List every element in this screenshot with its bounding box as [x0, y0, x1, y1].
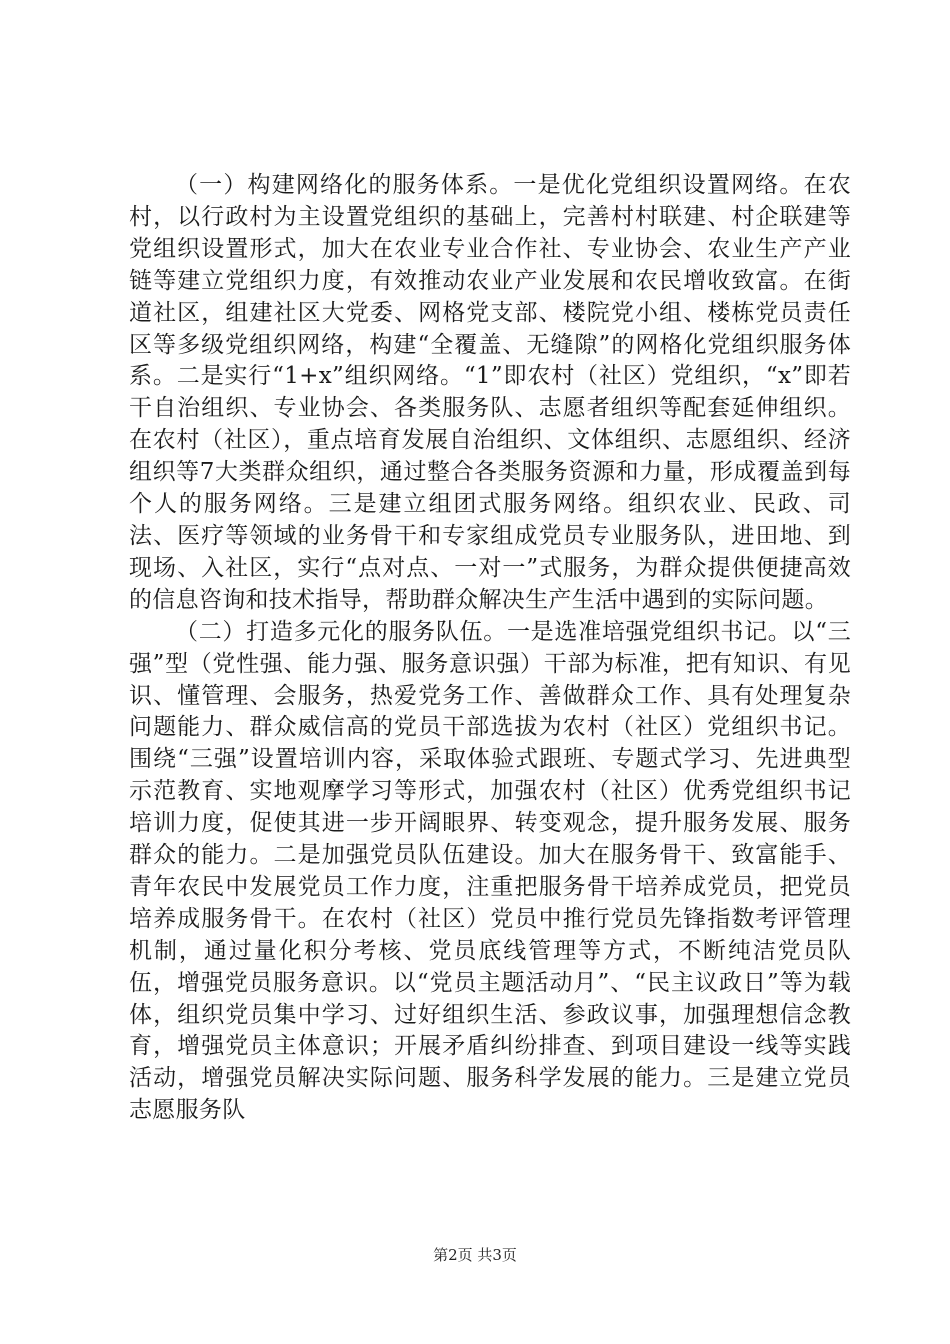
paragraph-2: （二）打造多元化的服务队伍。一是选准培强党组织书记。以“三强”型（党性强、能力强、服务意识强）干部为标准，把有知识、有见识、懂管理、会服务，热爱党务工作、善做群众工作、具有处理复杂问题能力、群众威信高的党员干部选拔为农村（社区）党组织书记。围绕“三强”设置培训内容，采取体验式跟班、专题式学习、先进典型示范教育、实地观摩学习等形式，加强农村（社区）优秀党组织书记培训力度，促使其进一步开阔眼界、转变观念，提升服务发展、服务群众的能力。二是加强党员队伍建设。加大在服务骨干、致富能手、青年农民中发展党员工作力度，注重把服务骨干培养成党员，把党员培养成服务骨干。在农村（社区）党员中推行党员先锋指数考评管理机制，通过量化积分考核、党员底线管理等方式，不断纯洁党员队伍，增强党员服务意识。以“党员主题活动月”、“民主议政日”等为载体，组织党员集中学习、过好组织生活、参政议事，加强理想信念教育，增强党员主体意识；开展矛盾纠纷排查、到项目建设一线等实践活动，增强党员解决实际问题、服务科学发展的能力。三是建立党员志愿服务队 [129, 618, 851, 1124]
paragraph-1: （一）构建网络化的服务体系。一是优化党组织设置网络。在农村，以行政村为主设置党组织的基础上，完善村村联建、村企联建等党组织设置形式，加大在农业专业合作社、专业协会、农业生产产业链等建立党组织力度，有效推动农业产业发展和农民增收致富。在街道社区，组建社区大党委、网格党支部、楼院党小组、楼栋党员责任区等多级党组织网络，构建“全覆盖、无缝隙”的网格化党组织服务体系。二是实行“1+x”组织网络。“1”即农村（社区）党组织，“x”即若干自治组织、专业协会、各类服务队、志愿者组织等配套延伸组织。在农村（社区），重点培育发展自治组织、文体组织、志愿组织、经济组织等7大类群众组织，通过整合各类服务资源和力量，形成覆盖到每个人的服务网络。三是建立组团式服务网络。组织农业、民政、司法、医疗等领域的业务骨干和专家组成党员专业服务队，进田地、到现场、入社区，实行“点对点、一对一”式服务，为群众提供便捷高效的信息咨询和技术指导，帮助群众解决生产生活中遇到的实际问题。 [129, 172, 851, 613]
page-number: 第2页 共3页 [433, 1246, 517, 1264]
document-body [129, 170, 851, 1127]
